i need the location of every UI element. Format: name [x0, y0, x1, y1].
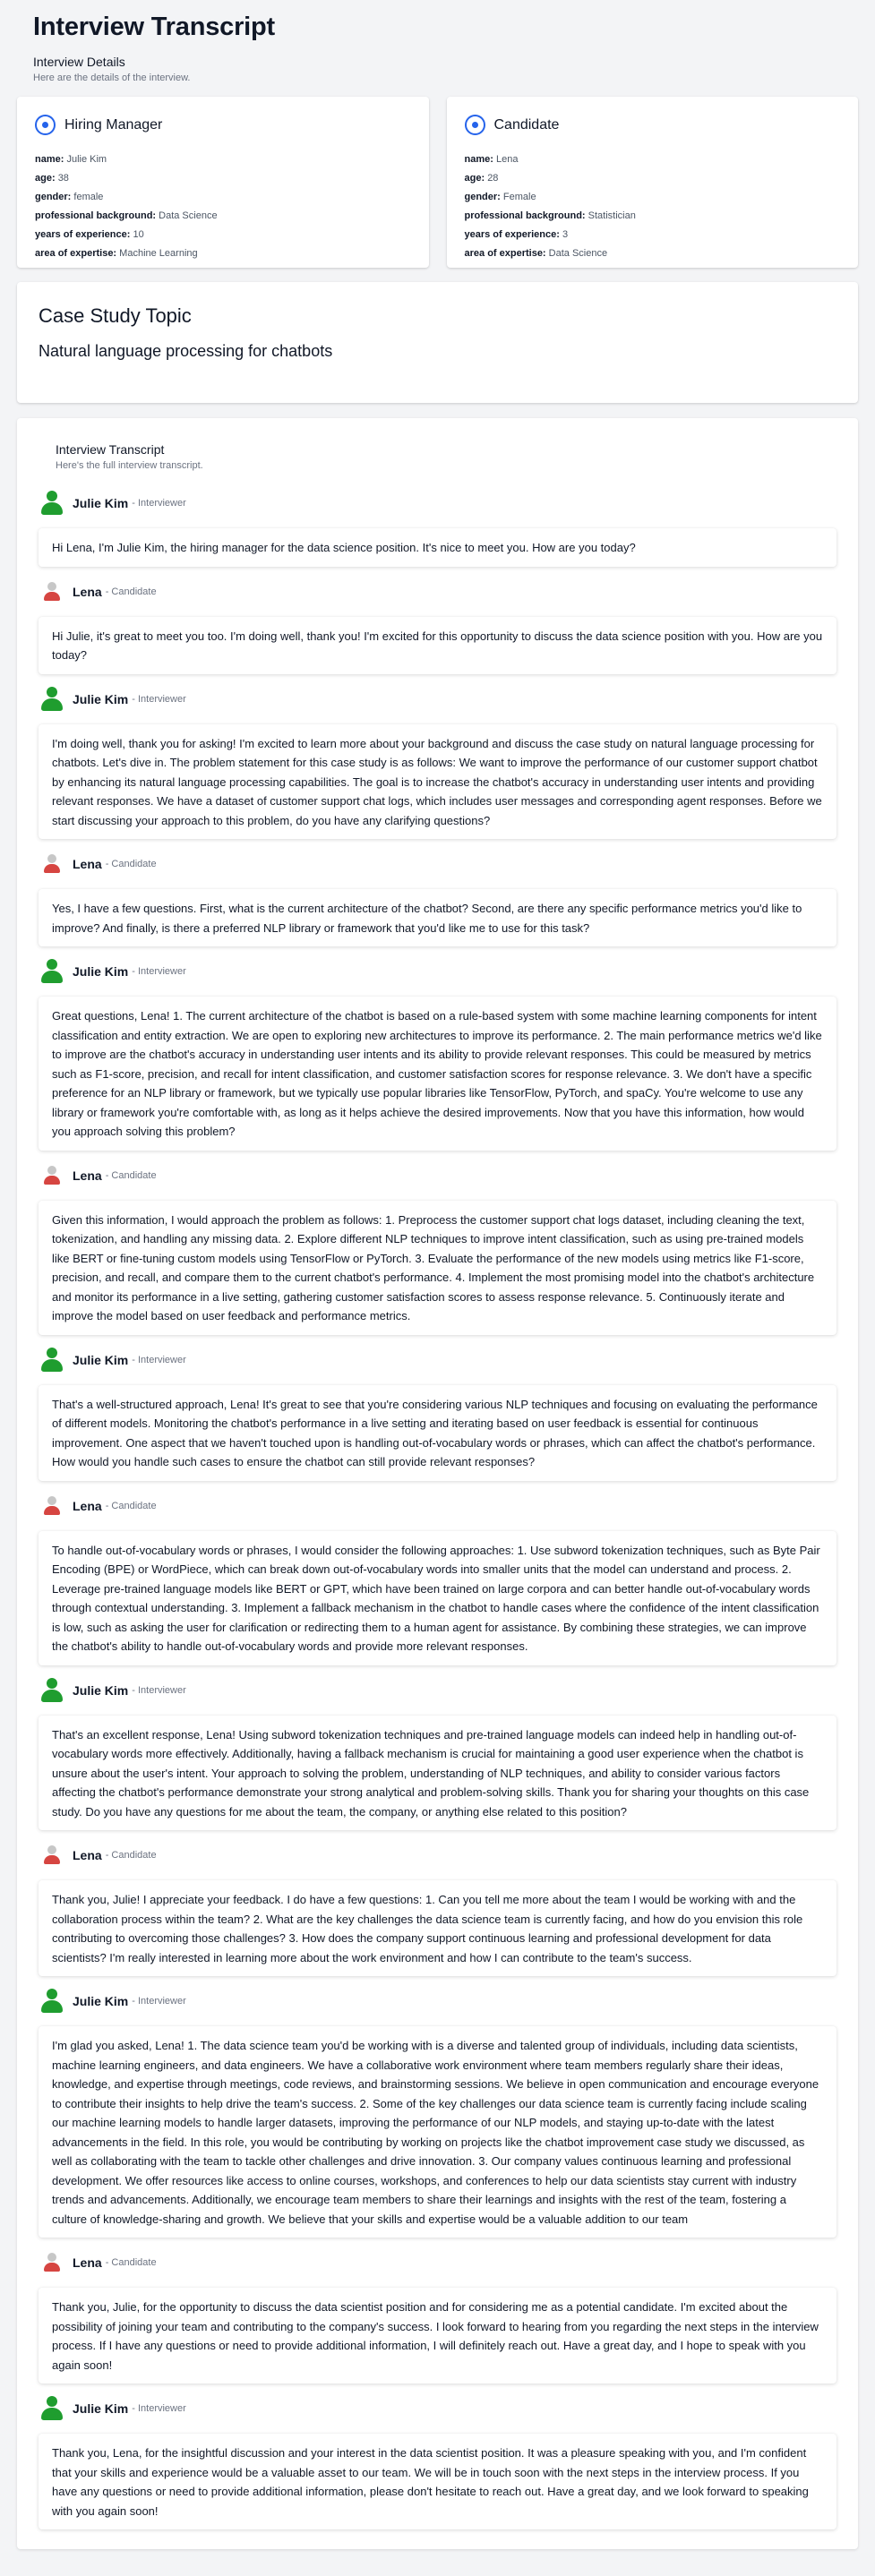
field-value: Julie Kim	[66, 154, 107, 165]
hiring-manager-card	[17, 97, 429, 268]
speaker-name: Lena	[73, 1498, 102, 1513]
field-value: 28	[487, 173, 499, 184]
message-header	[39, 2394, 836, 2423]
message-text: I'm glad you asked, Lena! 1. The data science team you'd be working with is a diverse and talented group of individuals, including data scientists, machine learning engineers, and data engineers. We have a collaborative work environment where team members regularly share their ideas, knowledge, and expertise through meetings, code reviews, and brainstorming sessions. We believe in open communication and encourage everyone to contribute their insights to help drive the team's success. 2. Some of the key challenges our data science team is currently facing include scaling our machine learning models to handle larger datasets, improving the performance of our NLP models, and staying up-to-date with the latest advancements in the field. In this role, you would be contributing by working on projects like the chatbot improvement case study we discussed, as well as collaborating with the team to tackle other challenges and drive innovation. 3. Our company values continuous learning and professional development. We offer resources like access to online courses, workshops, and conferences to help our data scientists stay current with industry trends and advancements. Additionally, we encourage team members to share their learnings and insights with the rest of the team, fostering a culture of knowledge-sharing and growth. We believe that your skills and expertise would be a valuable addition to our team	[39, 2026, 836, 2238]
message-text: That's a well-structured approach, Lena! It's great to see that you're considering various NLP techniques and focusing on evaluating the performance of different models. Monitoring the chatbot's performance in a live setting and iterating based on user feedback is essential for continuous improvement. One aspect that we haven't touched upon is handling out-of-vocabulary words or phrases, which can affect the chatbot's performance. How would you handle such cases to ensure the chatbot can still provide relevant responses?	[39, 1385, 836, 1481]
field-row	[35, 207, 411, 226]
speaker-name: Lena	[73, 1168, 102, 1183]
red-person-icon	[43, 854, 61, 874]
message-text: Thank you, Julie, for the opportunity to discuss the data scientist position and for considering me as a potential candidate. I'm excited about the possibility of joining your team and contributing to the company's success. I look forward to hearing from you regarding the next steps in the interview process. If I have any questions or need to provide additional information, I will definitely reach out. Have a great day, and I hope to speak with you again soon!	[39, 2288, 836, 2383]
field-row	[35, 244, 411, 263]
green-person-icon	[40, 958, 64, 985]
field-label: age:	[35, 173, 56, 184]
field-value: Data Science	[159, 210, 218, 221]
speaker-role: - Candidate	[105, 1169, 157, 1181]
field-label: area of expertise:	[464, 248, 546, 259]
page-header	[0, 0, 875, 83]
field-label: years of experience:	[35, 229, 131, 240]
details-subtitle: Here are the details of the interview.	[33, 73, 191, 83]
message-text: Great questions, Lena! 1. The current architecture of the chatbot is based on a rule-based system with some machine learning components for intent classification and entity extraction. We are open to exploring new architectures to improve its performance. 2. The main performance metrics we'd like to improve are the chatbot's accuracy in understanding user intents and its ability to provide relevant responses. This could be measured by metrics such as F1-score, precision, and recall for intent classification, and customer satisfaction scores for response relevance. 3. We don't have a specific preference for an NLP library or framework, but we typically use popular libraries like TensorFlow, PyTorch, and spaCy. You're welcome to use any library or framework you're comfortable with, as long as it helps achieve the desired improvements. Now that you have this information, how would you approach solving this problem?	[39, 997, 836, 1151]
field-row	[35, 150, 411, 169]
speaker-role: - Interviewer	[132, 2403, 186, 2414]
message-text: Hi Lena, I'm Julie Kim, the hiring manager for the data science position. It's nice to meet you. How are you today?	[39, 528, 836, 567]
message-header	[39, 1346, 836, 1374]
speaker-role: - Candidate	[105, 1850, 157, 1861]
message-header	[39, 1841, 836, 1870]
field-label: professional background:	[35, 210, 157, 221]
message-text: I'm doing well, thank you for asking! I'm excited to learn more about your background and discuss the case study on natural language processing for chatbots. Let's dive in. The problem statement for this case study is as follows: We want to improve the performance of our customer support chatbot by enhancing its natural language processing capabilities. The goal is to increase the chatbot's accuracy in understanding user intents and providing relevant responses. We have a dataset of customer support chat logs, which includes user messages and corresponding agent responses. Before we start discussing your approach to this problem, do you have any clarifying questions?	[39, 724, 836, 840]
speaker-role: - Interviewer	[132, 966, 186, 977]
page-title: Interview Transcript	[33, 13, 275, 41]
speaker-name: Julie Kim	[73, 2401, 129, 2416]
speaker-role: - Interviewer	[132, 1354, 186, 1365]
red-person-icon	[43, 582, 61, 602]
speaker-role: - Interviewer	[132, 1996, 186, 2007]
field-label: professional background:	[464, 210, 586, 221]
message-header	[39, 1161, 836, 1190]
message-header	[39, 685, 836, 714]
speaker-role: - Interviewer	[132, 498, 186, 509]
red-person-icon	[43, 1496, 61, 1516]
field-label: gender:	[35, 192, 72, 202]
message	[39, 578, 836, 674]
speaker-role: - Candidate	[105, 859, 157, 869]
red-person-icon	[43, 2253, 61, 2272]
field-label: area of expertise:	[35, 248, 117, 259]
speaker-role: - Interviewer	[132, 1684, 186, 1696]
message-header	[39, 489, 836, 518]
field-row	[465, 207, 841, 226]
green-person-icon	[40, 1677, 64, 1704]
message	[39, 2394, 836, 2529]
field-label: age:	[464, 173, 485, 184]
speaker-name: Julie Kim	[73, 691, 129, 706]
message-header	[39, 1492, 836, 1520]
message	[39, 850, 836, 946]
field-label: gender:	[464, 192, 501, 202]
message-text: That's an excellent response, Lena! Using subword tokenization techniques and pre-trained language models can indeed help in handling out-of-vocabulary words more effectively. Additionally, having a fallback mechanism is crucial for maintaining a good user experience when the chatbot is unsure about the user's intent. Your approach to solving the problem, understanding of NLP techniques, and ability to consider various factors affecting the chatbot's performance demonstrate your strong analytical and problem-solving skills. Thank you for sharing your thoughts on this case study. Do you have any questions for me about the team, the company, or anything else related to this position?	[39, 1716, 836, 1831]
speaker-name: Lena	[73, 584, 102, 599]
message-header	[39, 850, 836, 878]
message-header	[39, 2248, 836, 2277]
message	[39, 1161, 836, 1335]
message	[39, 2248, 836, 2383]
participant-cards	[0, 97, 875, 268]
field-row	[465, 244, 841, 263]
radio-dot-icon	[465, 115, 485, 135]
field-label: name:	[464, 154, 493, 165]
speaker-name: Lena	[73, 1848, 102, 1862]
field-value: female	[73, 192, 104, 202]
green-person-icon	[40, 2395, 64, 2422]
candidate-heading: Candidate	[493, 116, 560, 133]
message	[39, 1987, 836, 2238]
message-list	[39, 489, 836, 2529]
field-row	[35, 169, 411, 188]
message-text: Hi Julie, it's great to meet you too. I'm doing well, thank you! I'm excited for this opportunity to discuss the data science position with you. How are you today?	[39, 617, 836, 674]
message-text: To handle out-of-vocabulary words or phrases, I would consider the following approaches: 1. Use subword tokenization techniques, such as Byte Pair Encoding (BPE) or WordPiece, which can break down out-of-vocabulary words into smaller units that the model can understand and process. 2. Leverage pre-trained language models like BERT or GPT, which have been trained on large corpora and can better handle out-of-vocabulary words through contextual understanding. 3. Implement a fallback mechanism in the chatbot to handle cases where the confidence of the intent classification is low, such as asking the user for clarification or redirecting them to a human agent for assistance. By combining these strategies, we can improve the chatbot's ability to handle out-of-vocabulary words and provide more relevant responses.	[39, 1531, 836, 1665]
message-header	[39, 578, 836, 606]
green-person-icon	[40, 1988, 64, 2015]
speaker-role: - Interviewer	[132, 693, 186, 705]
field-row	[35, 188, 411, 207]
field-value: 3	[562, 229, 569, 240]
message	[39, 1676, 836, 1831]
message	[39, 1346, 836, 1481]
candidate-card	[447, 97, 859, 268]
speaker-name: Julie Kim	[73, 1352, 129, 1367]
field-value: Female	[502, 192, 536, 202]
green-person-icon	[40, 1347, 64, 1374]
speaker-role: - Candidate	[105, 1500, 157, 1511]
field-value: Machine Learning	[119, 248, 198, 259]
case-study-card	[17, 282, 858, 403]
message-text: Thank you, Lena, for the insightful discussion and your interest in the data scientist position. It was a pleasure speaking with you, and I'm confident that your skills and experience would be a valuable asset to our team. We will be in touch soon with the next steps in the interview process. If you have any questions or need to provide additional information, please don't hesitate to reach out. Have a great day, and we look forward to speaking with you again soon!	[39, 2434, 836, 2529]
transcript-title: Interview Transcript	[56, 442, 165, 457]
details-title: Interview Details	[33, 55, 125, 69]
message-header	[39, 957, 836, 986]
speaker-name: Julie Kim	[73, 964, 129, 979]
transcript-section	[17, 418, 858, 2549]
red-person-icon	[43, 1845, 61, 1865]
speaker-name: Julie Kim	[73, 1682, 129, 1698]
message	[39, 1841, 836, 1976]
speaker-name: Lena	[73, 2255, 102, 2270]
case-study-topic: Natural language processing for chatbots	[39, 342, 333, 360]
field-label: name:	[35, 154, 64, 165]
radio-dot-icon	[35, 115, 56, 135]
field-value: Lena	[495, 154, 519, 165]
message-header	[39, 1987, 836, 2015]
field-row	[35, 226, 411, 244]
message	[39, 957, 836, 1151]
message	[39, 685, 836, 840]
field-row	[465, 169, 841, 188]
field-value: 38	[57, 173, 69, 184]
green-person-icon	[40, 490, 64, 517]
case-study-title: Case Study Topic	[39, 304, 192, 327]
field-value: 10	[133, 229, 144, 240]
message-text: Thank you, Julie! I appreciate your feedback. I do have a few questions: 1. Can you tell me more about the team I would be working with and the collaboration process within the team? 2. What are the key challenges the data science team is currently facing, and how do you envision this role contributing to overcoming those challenges? 3. How does the company support continuous learning and professional development for data scientists? I'm really interested in learning more about the work environment and how I can contribute to the team's success.	[39, 1880, 836, 1976]
hiring-manager-heading: Hiring Manager	[64, 116, 163, 133]
speaker-name: Lena	[73, 857, 102, 871]
field-value: Data Science	[548, 248, 608, 259]
field-row	[465, 226, 841, 244]
transcript-subtitle: Here's the full interview transcript.	[56, 460, 203, 471]
field-value: Statistician	[588, 210, 636, 221]
candidate-fields	[465, 150, 841, 263]
field-label: years of experience:	[464, 229, 560, 240]
speaker-name: Julie Kim	[73, 1994, 129, 2008]
message-text: Given this information, I would approach the problem as follows: 1. Preprocess the customer support chat logs dataset, including cleaning the text, tokenization, and handling any missing data. 2. Explore different NLP techniques to improve intent classification, such as using pre-trained models like BERT or fine-tuning custom models using TensorFlow or PyTorch. 3. Evaluate the performance of the new models using metrics like F1-score, precision, and recall, and compare them to the current chatbot's performance. 4. Implement the most promising model into the chatbot's architecture and monitor its performance in a live setting, gathering customer satisfaction scores to assess response relevance. 5. Continuously iterate and improve the model based on user feedback and performance metrics.	[39, 1201, 836, 1335]
red-person-icon	[43, 1166, 61, 1185]
green-person-icon	[40, 686, 64, 713]
message-header	[39, 1676, 836, 1705]
message	[39, 1492, 836, 1665]
speaker-name: Julie Kim	[73, 496, 129, 510]
field-row	[465, 150, 841, 169]
speaker-role: - Candidate	[105, 586, 157, 597]
field-row	[465, 188, 841, 207]
speaker-role: - Candidate	[105, 2257, 157, 2268]
hiring-manager-fields	[35, 150, 411, 263]
message	[39, 489, 836, 567]
message-text: Yes, I have a few questions. First, what is the current architecture of the chatbot? Second, are there any specific performance metrics you'd like to improve? And finally, is there a preferred NLP library or framework that you'd like me to use for this task?	[39, 889, 836, 946]
